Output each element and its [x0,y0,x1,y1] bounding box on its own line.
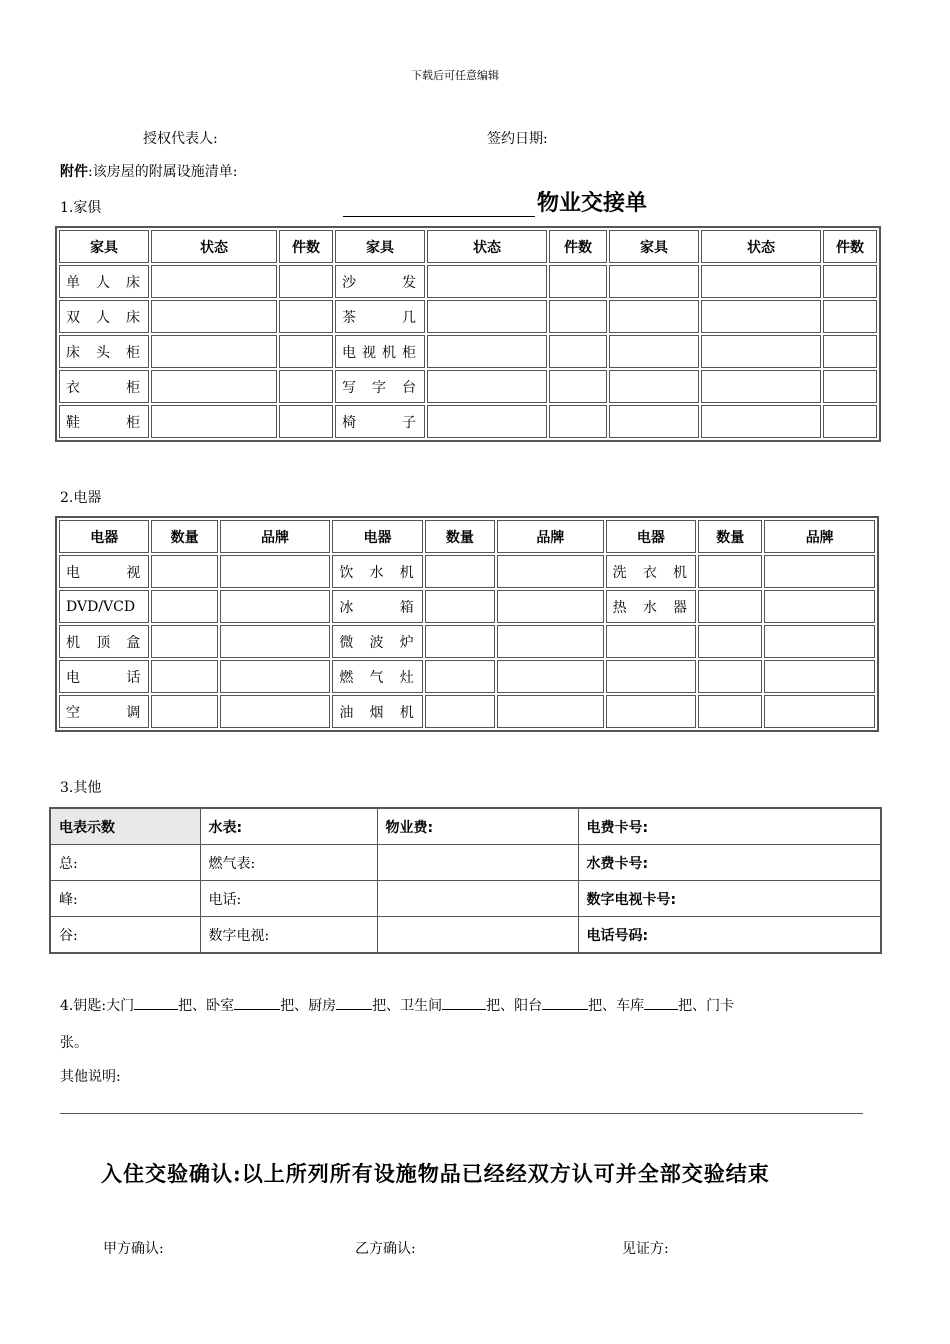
quantity-cell[interactable] [425,625,495,658]
status-cell[interactable] [427,405,547,438]
appliance-item: 电视 [59,555,149,588]
table-row [59,660,875,693]
furniture-item[interactable] [609,370,699,403]
furniture-item: 双人床 [59,300,149,333]
brand-cell[interactable] [220,590,331,623]
blank-kitchen[interactable] [336,995,372,1010]
table-row [59,265,877,298]
notes-line[interactable] [60,1113,863,1114]
table-row [50,881,881,917]
appliance-item[interactable] [606,660,696,693]
status-cell[interactable] [701,370,821,403]
status-cell[interactable] [701,335,821,368]
count-cell[interactable] [279,370,333,403]
status-cell[interactable] [701,405,821,438]
blank-bedroom[interactable] [234,995,280,1010]
keys-text: 把、阳台 [486,998,543,1014]
title-underline [343,198,535,217]
water-card-label[interactable]: 水费卡号: [578,845,881,881]
table-row [59,405,877,438]
furniture-header: 状态 [151,230,277,263]
appliance-item: 洗衣机 [606,555,696,588]
furniture-item: 电视机柜 [335,335,425,368]
count-cell[interactable] [549,405,607,438]
furniture-item: 椅子 [335,405,425,438]
appliance-table [55,516,879,732]
furniture-item: 鞋柜 [59,405,149,438]
status-cell[interactable] [427,265,547,298]
appliance-item[interactable] [606,695,696,728]
furniture-header: 家具 [59,230,149,263]
count-cell[interactable] [279,405,333,438]
appliance-item: DVD/VCD [59,590,149,623]
furniture-header-row [59,230,877,263]
phone-number-label[interactable]: 电话号码: [578,917,881,954]
attachment-label: 附件 [60,164,88,180]
brand-cell[interactable] [497,555,604,588]
appliance-header: 电器 [59,520,149,553]
keys-tail: 张。 [60,1035,88,1051]
brand-cell[interactable] [764,590,875,623]
table-row [59,590,875,623]
quantity-cell[interactable] [698,625,762,658]
brand-cell[interactable] [497,660,604,693]
table-row [59,335,877,368]
quantity-cell[interactable] [151,660,217,693]
furniture-item: 床头柜 [59,335,149,368]
brand-cell[interactable] [764,695,875,728]
doc-title: 物业交接单 [537,191,648,216]
brand-cell[interactable] [220,625,331,658]
furniture-table [55,226,881,442]
furniture-header: 件数 [279,230,333,263]
status-cell[interactable] [151,370,277,403]
status-cell[interactable] [701,300,821,333]
table-row [59,555,875,588]
appliance-item: 冰箱 [332,590,422,623]
count-cell[interactable] [549,300,607,333]
section-other-heading: 3.其他 [60,780,102,796]
count-cell[interactable] [549,370,607,403]
keys-text: 把、车库 [588,998,645,1014]
brand-cell[interactable] [220,660,331,693]
appliance-item: 饮水机 [332,555,422,588]
count-cell[interactable] [279,335,333,368]
furniture-item[interactable] [609,265,699,298]
quantity-cell[interactable] [151,590,217,623]
count-cell[interactable] [823,370,877,403]
keys-text: 把、厨房 [280,998,337,1014]
furniture-header: 家具 [335,230,425,263]
brand-cell[interactable] [764,555,875,588]
keys-text: 把、卫生间 [372,998,443,1014]
party-b-label: 乙方确认: [355,1241,416,1257]
peak-reading-label[interactable]: 峰: [50,881,200,917]
total-reading-label[interactable]: 总: [50,845,200,881]
appliance-item: 电话 [59,660,149,693]
appliance-item: 燃气灶 [332,660,422,693]
section-furniture-heading: 1.家俱 [60,200,102,216]
furniture-item: 写字台 [335,370,425,403]
quantity-cell[interactable] [425,590,495,623]
status-cell[interactable] [151,265,277,298]
furniture-header: 状态 [427,230,547,263]
authorized-rep-label: 授权代表人: [143,131,218,147]
appliance-item: 油烟机 [332,695,422,728]
blank-cell[interactable] [377,917,578,954]
appliance-header: 数量 [698,520,762,553]
appliance-header-row [59,520,875,553]
count-cell[interactable] [279,265,333,298]
brand-cell[interactable] [220,555,331,588]
furniture-item[interactable] [609,405,699,438]
status-cell[interactable] [701,265,821,298]
appliance-item: 微波炉 [332,625,422,658]
blank-bathroom[interactable] [442,995,486,1010]
party-a-label: 甲方确认: [103,1241,164,1257]
status-cell[interactable] [151,335,277,368]
table-row [50,917,881,954]
furniture-item: 茶几 [335,300,425,333]
table-row [59,625,875,658]
furniture-header: 状态 [701,230,821,263]
appliance-item: 机顶盒 [59,625,149,658]
witness-label: 见证方: [622,1241,669,1257]
brand-cell[interactable] [497,590,604,623]
quantity-cell[interactable] [151,555,217,588]
quantity-cell[interactable] [425,695,495,728]
status-cell[interactable] [151,405,277,438]
keys-text: 把、门卡 [678,998,735,1014]
quantity-cell[interactable] [698,590,762,623]
status-cell[interactable] [427,370,547,403]
quantity-cell[interactable] [151,625,217,658]
furniture-item: 单人床 [59,265,149,298]
blank-garage[interactable] [644,995,678,1010]
furniture-header: 件数 [823,230,877,263]
count-cell[interactable] [823,265,877,298]
attachment-line [60,161,237,181]
blank-balcony[interactable] [542,995,588,1010]
keys-text: 把、卧室 [178,998,235,1014]
confirmation-statement: 入住交验确认:以上所列所有设施物品已经经双方认可并全部交验结束 [101,1161,770,1186]
furniture-header: 件数 [549,230,607,263]
table-row [50,808,881,845]
brand-cell[interactable] [764,625,875,658]
keys-lead: 4.钥匙:大门 [60,998,135,1014]
appliance-item: 空调 [59,695,149,728]
count-cell[interactable] [549,335,607,368]
doc-title-wrap [343,186,647,217]
blank-main-door[interactable] [134,995,178,1010]
furniture-header: 家具 [609,230,699,263]
furniture-item[interactable] [609,335,699,368]
valley-reading-label[interactable]: 谷: [50,917,200,954]
quantity-cell[interactable] [698,555,762,588]
other-notes-label: 其他说明: [60,1069,121,1085]
header-note: 下载后可任意编辑 [411,69,499,82]
blank-cell[interactable] [377,881,578,917]
quantity-cell[interactable] [698,695,762,728]
count-cell[interactable] [279,300,333,333]
appliance-item: 热水器 [606,590,696,623]
table-row [59,695,875,728]
table-row [59,370,877,403]
quantity-cell[interactable] [425,555,495,588]
gas-meter-label[interactable]: 燃气表: [200,845,377,881]
property-fee-label[interactable]: 物业费: [377,808,578,845]
digital-tv-label[interactable]: 数字电视: [200,917,377,954]
furniture-item: 沙发 [335,265,425,298]
brand-cell[interactable] [764,660,875,693]
keys-line [60,995,734,1015]
table-row [50,845,881,881]
water-meter-label[interactable]: 水表: [200,808,377,845]
count-cell[interactable] [823,300,877,333]
status-cell[interactable] [427,300,547,333]
appliance-header: 数量 [151,520,217,553]
count-cell[interactable] [823,335,877,368]
appliance-header: 品牌 [220,520,331,553]
status-cell[interactable] [151,300,277,333]
quantity-cell[interactable] [425,660,495,693]
furniture-item: 衣柜 [59,370,149,403]
other-table [49,807,882,954]
brand-cell[interactable] [220,695,331,728]
count-cell[interactable] [823,405,877,438]
status-cell[interactable] [427,335,547,368]
sign-date-label: 签约日期: [487,131,548,147]
electricity-card-label[interactable]: 电费卡号: [578,808,881,845]
quantity-cell[interactable] [151,695,217,728]
blank-cell[interactable] [377,845,578,881]
appliance-header: 品牌 [764,520,875,553]
table-row [59,300,877,333]
appliance-header: 品牌 [497,520,604,553]
appliance-header: 数量 [425,520,495,553]
appliance-header: 电器 [606,520,696,553]
attachment-text: :该房屋的附属设施清单: [88,164,238,180]
brand-cell[interactable] [497,695,604,728]
count-cell[interactable] [549,265,607,298]
appliance-item[interactable] [606,625,696,658]
brand-cell[interactable] [497,625,604,658]
quantity-cell[interactable] [698,660,762,693]
digital-tv-card-label[interactable]: 数字电视卡号: [578,881,881,917]
meter-reading-label: 电表示数 [50,808,200,845]
furniture-item[interactable] [609,300,699,333]
appliance-header: 电器 [332,520,422,553]
phone-label[interactable]: 电话: [200,881,377,917]
section-appliance-heading: 2.电器 [60,490,102,506]
